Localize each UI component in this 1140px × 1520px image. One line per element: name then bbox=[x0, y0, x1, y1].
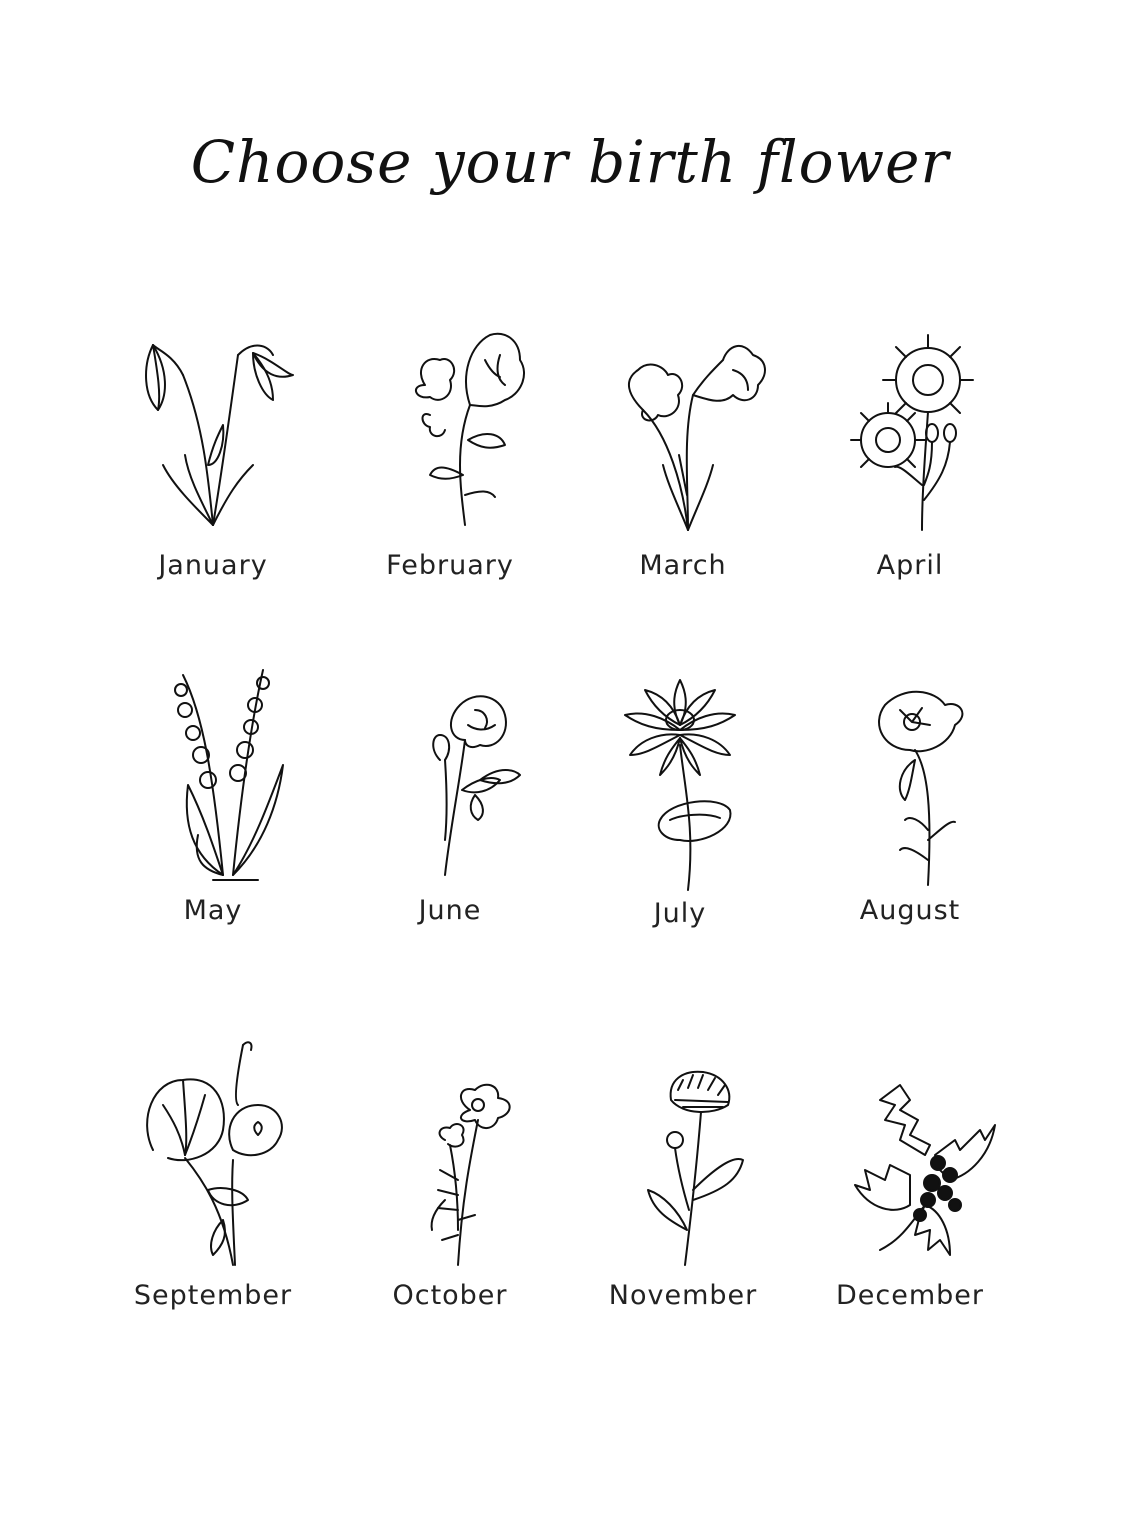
water-lily-icon bbox=[580, 670, 780, 895]
flower-card-august[interactable] bbox=[790, 680, 1030, 945]
flower-card-july[interactable] bbox=[560, 670, 800, 945]
snowdrop-icon bbox=[113, 315, 313, 535]
poppy-icon bbox=[810, 680, 1010, 890]
month-label-july: July bbox=[653, 898, 707, 929]
holly-icon bbox=[810, 1065, 1010, 1265]
month-label-november: November bbox=[608, 1280, 758, 1311]
flower-card-may[interactable] bbox=[93, 655, 333, 945]
daisy-icon bbox=[810, 315, 1010, 535]
lily-of-the-valley-icon bbox=[113, 655, 313, 885]
month-label-april: April bbox=[876, 550, 944, 581]
morning-glory-icon bbox=[113, 1040, 313, 1270]
month-label-february: February bbox=[386, 550, 514, 581]
flower-card-december[interactable] bbox=[790, 1065, 1030, 1325]
flower-card-june[interactable] bbox=[330, 680, 570, 945]
flower-card-october[interactable] bbox=[330, 1080, 570, 1325]
month-label-january: January bbox=[158, 550, 268, 581]
cosmos-icon bbox=[350, 1080, 550, 1270]
flower-card-april[interactable] bbox=[790, 315, 1030, 595]
flower-card-november[interactable] bbox=[563, 1060, 803, 1325]
page-title: Choose your birth flower bbox=[190, 128, 950, 196]
month-label-december: December bbox=[835, 1280, 984, 1311]
flower-card-january[interactable] bbox=[93, 315, 333, 595]
rose-icon bbox=[350, 680, 550, 880]
chrysanthemum-icon bbox=[583, 1060, 783, 1270]
flower-card-september[interactable] bbox=[93, 1040, 333, 1325]
flower-card-february[interactable] bbox=[330, 315, 570, 595]
flower-card-march[interactable] bbox=[563, 315, 803, 595]
month-label-march: March bbox=[639, 550, 727, 581]
month-label-september: September bbox=[133, 1280, 293, 1311]
month-label-may: May bbox=[183, 895, 243, 926]
violet-icon bbox=[350, 315, 550, 535]
daffodil-icon bbox=[583, 315, 783, 535]
month-label-august: August bbox=[859, 895, 961, 926]
month-label-october: October bbox=[392, 1280, 508, 1311]
month-label-june: June bbox=[418, 895, 482, 926]
